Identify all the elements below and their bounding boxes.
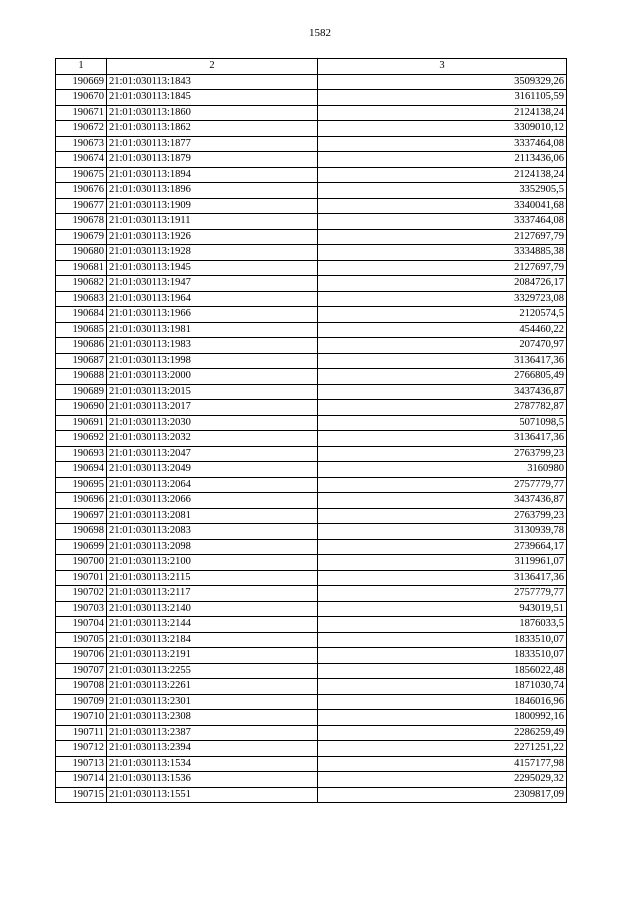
row-number: 190705 — [56, 632, 107, 648]
cadastral-number: 21:01:030113:2000 — [107, 369, 318, 385]
cadastral-value: 3160980 — [318, 462, 567, 478]
cadastral-number: 21:01:030113:1843 — [107, 74, 318, 90]
table-row — [56, 338, 567, 354]
row-number: 190693 — [56, 446, 107, 462]
row-number: 190675 — [56, 167, 107, 183]
row-number: 190702 — [56, 586, 107, 602]
table-row — [56, 772, 567, 788]
cadastral-number: 21:01:030113:2308 — [107, 710, 318, 726]
table-row — [56, 152, 567, 168]
cadastral-number: 21:01:030113:2066 — [107, 493, 318, 509]
cadastral-value: 3136417,36 — [318, 353, 567, 369]
cadastral-value: 3337464,08 — [318, 136, 567, 152]
cadastral-number: 21:01:030113:1845 — [107, 90, 318, 106]
table-row — [56, 369, 567, 385]
table-row — [56, 555, 567, 571]
row-number: 190711 — [56, 725, 107, 741]
cadastral-value: 2084726,17 — [318, 276, 567, 292]
table-row — [56, 648, 567, 664]
cadastral-value: 2295029,32 — [318, 772, 567, 788]
cadastral-number: 21:01:030113:1947 — [107, 276, 318, 292]
row-number: 190694 — [56, 462, 107, 478]
cadastral-number: 21:01:030113:1998 — [107, 353, 318, 369]
cadastral-value: 1833510,07 — [318, 648, 567, 664]
table-row — [56, 679, 567, 695]
table-row — [56, 508, 567, 524]
cadastral-value: 454460,22 — [318, 322, 567, 338]
table-row — [56, 167, 567, 183]
cadastral-value: 2787782,87 — [318, 400, 567, 416]
cadastral-value: 3130939,78 — [318, 524, 567, 540]
table-row — [56, 462, 567, 478]
cadastral-number: 21:01:030113:2064 — [107, 477, 318, 493]
table-row — [56, 307, 567, 323]
row-number: 190709 — [56, 694, 107, 710]
cadastral-value: 2739664,17 — [318, 539, 567, 555]
cadastral-value: 3509329,26 — [318, 74, 567, 90]
cadastral-value: 1876033,5 — [318, 617, 567, 633]
table-row — [56, 756, 567, 772]
cadastral-number: 21:01:030113:2032 — [107, 431, 318, 447]
cadastral-number: 21:01:030113:1926 — [107, 229, 318, 245]
row-number: 190708 — [56, 679, 107, 695]
cadastral-number: 21:01:030113:2301 — [107, 694, 318, 710]
table-row — [56, 291, 567, 307]
cadastral-number: 21:01:030113:2191 — [107, 648, 318, 664]
table-row — [56, 229, 567, 245]
cadastral-number: 21:01:030113:1877 — [107, 136, 318, 152]
cadastral-value: 1871030,74 — [318, 679, 567, 695]
cadastral-number: 21:01:030113:2047 — [107, 446, 318, 462]
cadastral-number: 21:01:030113:2098 — [107, 539, 318, 555]
cadastral-number: 21:01:030113:1534 — [107, 756, 318, 772]
table-row — [56, 214, 567, 230]
header-row — [56, 59, 567, 75]
table-row — [56, 431, 567, 447]
table-row — [56, 741, 567, 757]
cadastral-number: 21:01:030113:1896 — [107, 183, 318, 199]
row-number: 190683 — [56, 291, 107, 307]
table-row — [56, 121, 567, 137]
header-col-2: 2 — [107, 59, 318, 75]
cadastral-number: 21:01:030113:1894 — [107, 167, 318, 183]
cadastral-number: 21:01:030113:1983 — [107, 338, 318, 354]
row-number: 190712 — [56, 741, 107, 757]
row-number: 190699 — [56, 539, 107, 555]
table-body — [56, 74, 567, 803]
cadastral-value: 1833510,07 — [318, 632, 567, 648]
cadastral-value: 3329723,08 — [318, 291, 567, 307]
row-number: 190695 — [56, 477, 107, 493]
table-row — [56, 245, 567, 261]
cadastral-value: 3119961,07 — [318, 555, 567, 571]
row-number: 190696 — [56, 493, 107, 509]
cadastral-number: 21:01:030113:1860 — [107, 105, 318, 121]
row-number: 190685 — [56, 322, 107, 338]
cadastral-number: 21:01:030113:1862 — [107, 121, 318, 137]
cadastral-number: 21:01:030113:2117 — [107, 586, 318, 602]
cadastral-value: 2757779,77 — [318, 586, 567, 602]
row-number: 190677 — [56, 198, 107, 214]
cadastral-value: 4157177,98 — [318, 756, 567, 772]
cadastral-number: 21:01:030113:2140 — [107, 601, 318, 617]
cadastral-value: 2113436,06 — [318, 152, 567, 168]
row-number: 190682 — [56, 276, 107, 292]
row-number: 190701 — [56, 570, 107, 586]
cadastral-number: 21:01:030113:2100 — [107, 555, 318, 571]
row-number: 190688 — [56, 369, 107, 385]
cadastral-number: 21:01:030113:1911 — [107, 214, 318, 230]
table-row — [56, 617, 567, 633]
table-row — [56, 260, 567, 276]
cadastral-value: 2309817,09 — [318, 787, 567, 803]
row-number: 190703 — [56, 601, 107, 617]
cadastral-value: 3161105,59 — [318, 90, 567, 106]
header-col-3: 3 — [318, 59, 567, 75]
cadastral-value: 2120574,5 — [318, 307, 567, 323]
table-row — [56, 90, 567, 106]
row-number: 190713 — [56, 756, 107, 772]
table-row — [56, 632, 567, 648]
cadastral-number: 21:01:030113:2015 — [107, 384, 318, 400]
row-number: 190681 — [56, 260, 107, 276]
row-number: 190714 — [56, 772, 107, 788]
cadastral-number: 21:01:030113:2261 — [107, 679, 318, 695]
row-number: 190710 — [56, 710, 107, 726]
cadastral-number: 21:01:030113:1909 — [107, 198, 318, 214]
table-row — [56, 74, 567, 90]
table-row — [56, 446, 567, 462]
row-number: 190700 — [56, 555, 107, 571]
row-number: 190687 — [56, 353, 107, 369]
cadastral-value: 5071098,5 — [318, 415, 567, 431]
table-row — [56, 477, 567, 493]
cadastral-number: 21:01:030113:1964 — [107, 291, 318, 307]
table-row — [56, 183, 567, 199]
cadastral-number: 21:01:030113:2144 — [107, 617, 318, 633]
cadastral-value: 3309010,12 — [318, 121, 567, 137]
table-row — [56, 384, 567, 400]
cadastral-value: 3437436,87 — [318, 493, 567, 509]
row-number: 190678 — [56, 214, 107, 230]
cadastral-number: 21:01:030113:1966 — [107, 307, 318, 323]
cadastral-value: 3337464,08 — [318, 214, 567, 230]
table-row — [56, 539, 567, 555]
row-number: 190669 — [56, 74, 107, 90]
cadastral-value: 207470,97 — [318, 338, 567, 354]
cadastral-value-table — [55, 58, 567, 803]
cadastral-value: 943019,51 — [318, 601, 567, 617]
cadastral-number: 21:01:030113:1945 — [107, 260, 318, 276]
cadastral-number: 21:01:030113:2049 — [107, 462, 318, 478]
table-row — [56, 322, 567, 338]
cadastral-number: 21:01:030113:1551 — [107, 787, 318, 803]
cadastral-number: 21:01:030113:1981 — [107, 322, 318, 338]
table-row — [56, 725, 567, 741]
cadastral-value: 2271251,22 — [318, 741, 567, 757]
table-row — [56, 787, 567, 803]
row-number: 190697 — [56, 508, 107, 524]
table-row — [56, 400, 567, 416]
cadastral-value: 1800992,16 — [318, 710, 567, 726]
cadastral-value: 3352905,5 — [318, 183, 567, 199]
table-row — [56, 136, 567, 152]
row-number: 190684 — [56, 307, 107, 323]
cadastral-value: 2124138,24 — [318, 105, 567, 121]
cadastral-number: 21:01:030113:2030 — [107, 415, 318, 431]
row-number: 190689 — [56, 384, 107, 400]
cadastral-number: 21:01:030113:1536 — [107, 772, 318, 788]
row-number: 190680 — [56, 245, 107, 261]
table-row — [56, 570, 567, 586]
page-number: 1582 — [309, 27, 331, 39]
cadastral-number: 21:01:030113:1928 — [107, 245, 318, 261]
cadastral-value: 2127697,79 — [318, 229, 567, 245]
table-header — [56, 59, 567, 75]
row-number: 190676 — [56, 183, 107, 199]
row-number: 190715 — [56, 787, 107, 803]
row-number: 190670 — [56, 90, 107, 106]
row-number: 190673 — [56, 136, 107, 152]
cadastral-value: 3340041,68 — [318, 198, 567, 214]
row-number: 190707 — [56, 663, 107, 679]
table-row — [56, 493, 567, 509]
cadastral-value: 2763799,23 — [318, 446, 567, 462]
cadastral-value: 2766805,49 — [318, 369, 567, 385]
table-row — [56, 524, 567, 540]
cadastral-value: 3437436,87 — [318, 384, 567, 400]
cadastral-value: 2757779,77 — [318, 477, 567, 493]
table-row — [56, 586, 567, 602]
row-number: 190706 — [56, 648, 107, 664]
cadastral-value: 3334885,38 — [318, 245, 567, 261]
table-row — [56, 710, 567, 726]
cadastral-number: 21:01:030113:2255 — [107, 663, 318, 679]
row-number: 190692 — [56, 431, 107, 447]
cadastral-value: 2127697,79 — [318, 260, 567, 276]
cadastral-value: 1846016,96 — [318, 694, 567, 710]
table-row — [56, 663, 567, 679]
table-row — [56, 105, 567, 121]
cadastral-number: 21:01:030113:1879 — [107, 152, 318, 168]
cadastral-number: 21:01:030113:2115 — [107, 570, 318, 586]
row-number: 190698 — [56, 524, 107, 540]
row-number: 190686 — [56, 338, 107, 354]
cadastral-value: 2286259,49 — [318, 725, 567, 741]
header-col-1: 1 — [56, 59, 107, 75]
table-row — [56, 198, 567, 214]
row-number: 190704 — [56, 617, 107, 633]
cadastral-number: 21:01:030113:2081 — [107, 508, 318, 524]
cadastral-value: 3136417,36 — [318, 570, 567, 586]
row-number: 190672 — [56, 121, 107, 137]
cadastral-value: 2763799,23 — [318, 508, 567, 524]
row-number: 190671 — [56, 105, 107, 121]
cadastral-value: 1856022,48 — [318, 663, 567, 679]
cadastral-number: 21:01:030113:2184 — [107, 632, 318, 648]
cadastral-number: 21:01:030113:2017 — [107, 400, 318, 416]
row-number: 190690 — [56, 400, 107, 416]
row-number: 190679 — [56, 229, 107, 245]
cadastral-number: 21:01:030113:2083 — [107, 524, 318, 540]
row-number: 190674 — [56, 152, 107, 168]
cadastral-number: 21:01:030113:2387 — [107, 725, 318, 741]
cadastral-value: 2124138,24 — [318, 167, 567, 183]
table-row — [56, 601, 567, 617]
table-row — [56, 353, 567, 369]
cadastral-number: 21:01:030113:2394 — [107, 741, 318, 757]
cadastral-value: 3136417,36 — [318, 431, 567, 447]
table-row — [56, 694, 567, 710]
table-row — [56, 276, 567, 292]
table-row — [56, 415, 567, 431]
row-number: 190691 — [56, 415, 107, 431]
